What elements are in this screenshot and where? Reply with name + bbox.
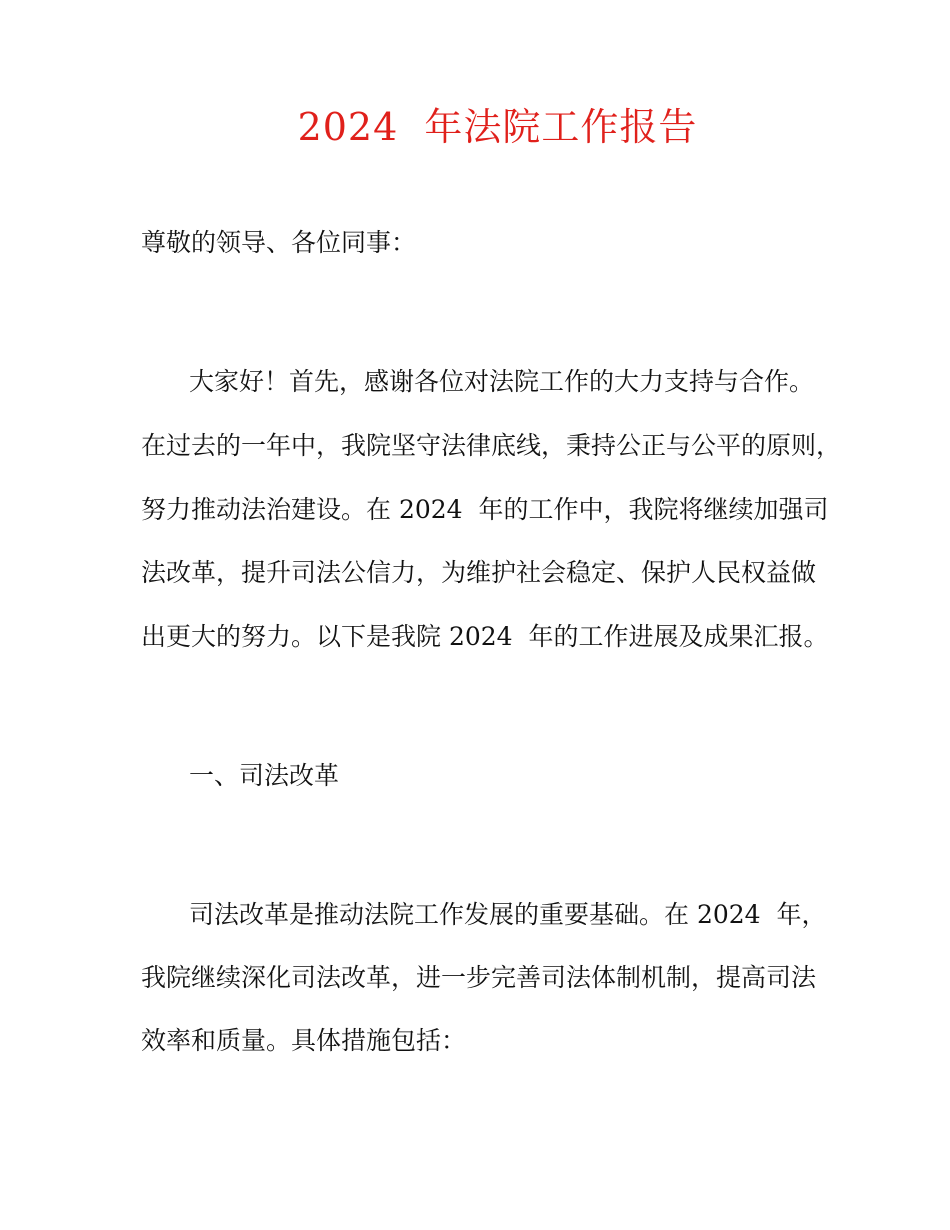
section-1-line-2: 我院继续深化司法改革，进一步完善司法体制机制，提高司法 bbox=[141, 963, 817, 992]
intro-line-1: 大家好！首先，感谢各位对法院工作的大力支持与合作。 bbox=[189, 367, 815, 396]
section-1-line-1: 司法改革是推动法院工作发展的重要基础。在 2024 年， bbox=[189, 900, 827, 929]
section-1-heading: 一、司法改革 bbox=[189, 761, 340, 790]
intro-line-5: 出更大的努力。以下是我院 2024 年的工作进展及成果汇报。 bbox=[141, 622, 829, 651]
intro-line-3: 努力推动法治建设。在 2024 年的工作中，我院将继续加强司 bbox=[141, 495, 829, 524]
salutation: 尊敬的领导、各位同事： bbox=[141, 228, 417, 257]
intro-line-4: 法改革，提升司法公信力，为维护社会稳定、保护人民权益做 bbox=[141, 558, 817, 587]
intro-line-2: 在过去的一年中，我院坚守法律底线，秉持公正与公平的原则， bbox=[141, 431, 842, 460]
section-1-line-3: 效率和质量。具体措施包括： bbox=[141, 1026, 467, 1055]
document-title: 2024 年法院工作报告 bbox=[297, 105, 698, 149]
